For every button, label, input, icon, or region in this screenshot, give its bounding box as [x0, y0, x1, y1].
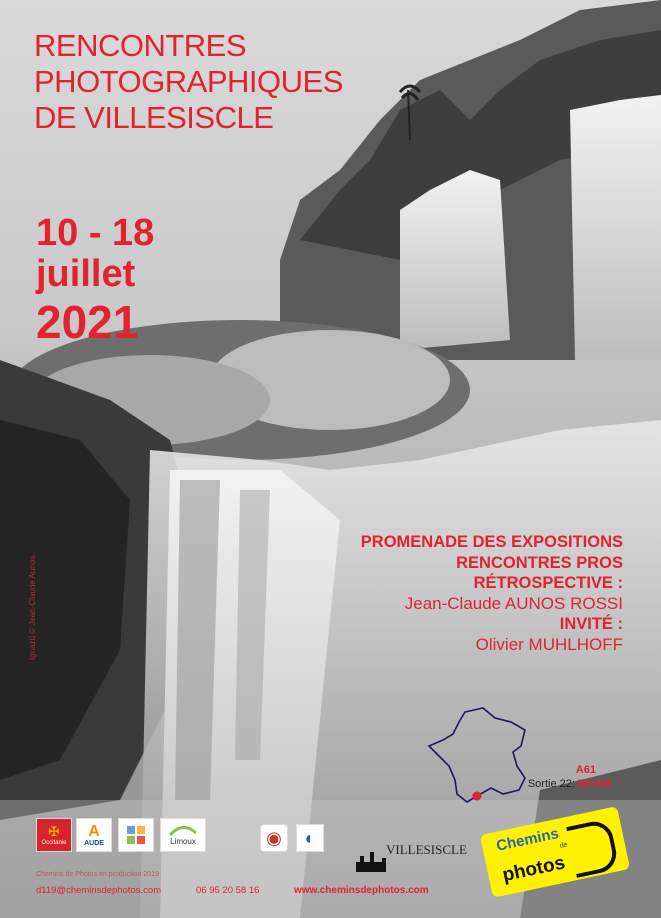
program-block [361, 532, 623, 655]
federation-logo [296, 824, 324, 852]
map-a61: A61 [575, 764, 596, 776]
limoux-swoosh-icon [168, 825, 198, 837]
community-icon [125, 824, 147, 846]
limoux-label: Limoux [170, 836, 196, 846]
map-sortie-town: BRAM [578, 778, 611, 790]
program-rencontres: RENCONTRES PROS [456, 553, 623, 572]
brand-chemins: Chemins [494, 825, 561, 855]
event-dates [36, 212, 154, 350]
footer-note: Chemins de Photos en production 2019 [36, 871, 159, 878]
brand-arrow-icon [566, 818, 620, 878]
federation-emblem-icon: ◐ [304, 827, 316, 848]
program-retro-name: Jean-Claude AUNOS ROSSI [404, 593, 623, 613]
footer-email-link[interactable]: d119@cheminsdephotos.com [36, 885, 162, 896]
date-year: 2021 [36, 296, 139, 348]
program-invite-name: Olivier MUHLHOFF [475, 634, 623, 654]
bram-location-marker [473, 792, 482, 801]
footer-phone: 06 95 20 58 16 [196, 885, 260, 896]
village-silhouette-icon [356, 848, 386, 872]
footer-website-link[interactable]: www.cheminsdephotos.com [294, 885, 429, 896]
brand-de: de [559, 841, 569, 850]
community-logo [118, 818, 154, 852]
france-map [425, 706, 535, 806]
program-promenade: PROMENADE DES EXPOSITIONS [360, 533, 623, 551]
occitanie-label: Occitanie [41, 840, 67, 846]
program-retro-label: RÉTROSPECTIVE : [473, 574, 623, 592]
photo-club-logo [260, 824, 288, 852]
title-line-3: DE VILLESISCLE [34, 100, 274, 135]
map-sortie [528, 778, 611, 790]
title-line-2: PHOTOGRAPHIQUES [34, 64, 343, 99]
date-month: juillet [36, 253, 136, 295]
title-line-1: RENCONTRES [34, 28, 247, 63]
map-sortie-label: Sortie 22: [527, 778, 575, 790]
date-days: 10 - 18 [36, 212, 155, 254]
aperture-icon: ◉ [266, 827, 282, 848]
brand-photos: photos [500, 852, 567, 887]
program-invite-label: INVITÉ : [559, 615, 623, 633]
villesiscle-logo-text: VILLESISCLE [386, 842, 467, 857]
aude-logo: A AUDE [76, 818, 112, 852]
event-title [34, 28, 343, 136]
occitanie-logo: ✠ Occitanie [36, 818, 72, 852]
limoux-logo [160, 818, 206, 852]
photo-credit: Iguazú © Jean-Claude Aunos [28, 555, 37, 660]
aude-label: AUDE [84, 839, 104, 847]
